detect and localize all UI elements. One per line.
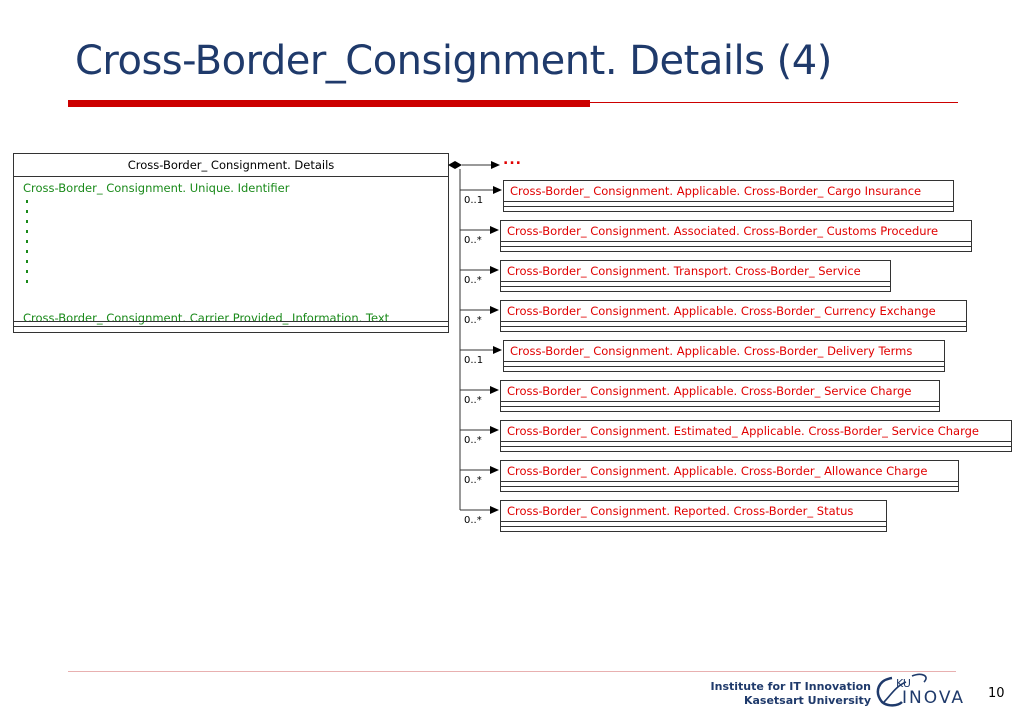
connector-arrow (490, 466, 499, 474)
multiplicity-label: 0..* (464, 475, 482, 486)
association-label: Cross-Border_ Consignment. Applicable. Cross-Border_ Cargo Insurance (504, 181, 953, 202)
association-label: Cross-Border_ Consignment. Estimated_ Applicable. Cross-Border_ Service Charge (501, 421, 1011, 442)
association-box (500, 300, 967, 332)
connector-arrow (490, 386, 499, 394)
institute-line-2: Kasetsart University (743, 694, 871, 707)
slide-title: Cross-Border_Consignment. Details (4) (75, 38, 832, 84)
multiplicity-label: 0..1 (464, 355, 484, 366)
association-label: Cross-Border_ Consignment. Transport. Cross-Border_ Service (501, 261, 890, 282)
association-box (500, 260, 891, 292)
association-label: Cross-Border_ Consignment. Reported. Cross-Border_ Status (501, 501, 886, 522)
page-number: 10 (988, 686, 1005, 701)
association-box (500, 460, 959, 492)
connector-arrow (490, 226, 499, 234)
inova-logo (872, 672, 984, 708)
logo-inova-text: INOVA (902, 688, 965, 708)
association-box (503, 180, 954, 212)
composition-diamond (448, 161, 462, 169)
multiplicity-label: 0..* (464, 395, 482, 406)
connector-arrow (490, 426, 499, 434)
institute-name (711, 680, 871, 708)
logo-ku-text: KU (896, 677, 911, 690)
connector-arrow (490, 266, 499, 274)
association-compartment (504, 202, 953, 207)
attribute-unique-identifier: Cross-Border_ Consignment. Unique. Identifier (23, 181, 290, 195)
connector-arrow (493, 346, 502, 354)
top-connector-arrow (491, 161, 500, 169)
association-compartment (501, 402, 939, 407)
connector-arrow (493, 186, 502, 194)
association-box (500, 220, 972, 252)
association-label: Cross-Border_ Consignment. Applicable. Cross-Border_ Service Charge (501, 381, 939, 402)
more-ellipsis: ... (503, 152, 522, 168)
multiplicity-label: 0..* (464, 435, 482, 446)
footer-divider (68, 671, 956, 672)
association-compartment (501, 522, 886, 527)
association-box (500, 380, 940, 412)
association-label: Cross-Border_ Consignment. Applicable. Cross-Border_ Delivery Terms (504, 341, 944, 362)
association-label: Cross-Border_ Consignment. Applicable. Cross-Border_ Currency Exchange (501, 301, 966, 322)
association-label: Cross-Border_ Consignment. Applicable. Cross-Border_ Allowance Charge (501, 461, 958, 482)
association-compartment (501, 442, 1011, 447)
multiplicity-label: 0..* (464, 515, 482, 526)
association-box (500, 420, 1012, 452)
multiplicity-label: 0..* (464, 235, 482, 246)
connector-arrow (490, 306, 499, 314)
association-compartment (501, 282, 890, 287)
association-label: Cross-Border_ Consignment. Associated. Cross-Border_ Customs Procedure (501, 221, 971, 242)
association-box (500, 500, 887, 532)
multiplicity-label: 0..* (464, 315, 482, 326)
association-compartment (501, 482, 958, 487)
association-compartment (501, 242, 971, 247)
institute-line-1: Institute for IT Innovation (710, 680, 871, 693)
attribute-carrier-provided-information: Cross-Border_ Consignment. Carrier Provided_ Information. Text (23, 311, 390, 325)
association-compartment (504, 362, 944, 367)
class-box-header: Cross-Border_ Consignment. Details (14, 154, 448, 177)
multiplicity-label: 0..* (464, 275, 482, 286)
association-compartment (501, 322, 966, 327)
association-box (503, 340, 945, 372)
connector-arrow (490, 506, 499, 514)
multiplicity-label: 0..1 (464, 195, 484, 206)
